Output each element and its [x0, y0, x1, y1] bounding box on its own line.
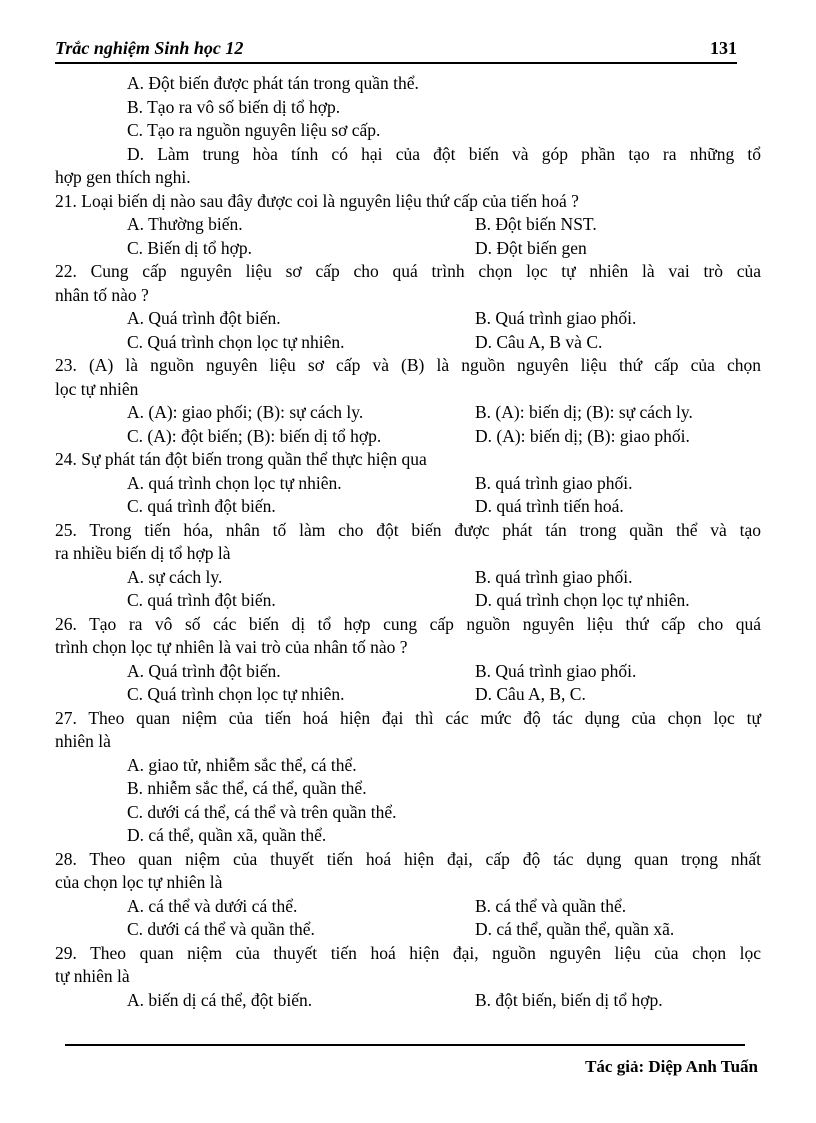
option-row [55, 472, 761, 496]
option-d: D. quá trình chọn lọc tự nhiên. [475, 590, 690, 610]
question-text: 23. (A) là nguồn nguyên liệu sơ cấp và (B) là nguồn nguyên liệu thứ cấp của chọn [55, 355, 761, 375]
question-text: tự nhiên là [55, 966, 130, 986]
question-text: ra nhiều biến dị tổ hợp là [55, 543, 231, 563]
option-c: C. Biến dị tổ hợp. [127, 237, 252, 258]
question-text: nhân tố nào ? [55, 284, 149, 305]
page-number: 131 [710, 38, 737, 58]
option-b: B. nhiễm sắc thể, cá thể, quần thể. [127, 778, 367, 798]
question-text: 22. Cung cấp nguyên liệu sơ cấp cho quá trình chọn lọc tự nhiên là vai trò của [55, 261, 761, 281]
question-text: 24. Sự phát tán đột biến trong quần thể thực hiện qua [55, 449, 427, 469]
option-a: A. Quá trình đột biến. [127, 308, 281, 328]
option-row [55, 331, 761, 355]
page-header [55, 36, 737, 64]
option-a: A. cá thể và dưới cá thể. [127, 895, 298, 916]
option-line: B. Tạo ra vô số biến dị tổ hợp. [127, 96, 341, 117]
option-b: B. Quá trình giao phối. [475, 660, 637, 681]
option-row [55, 213, 761, 237]
question-text: nhiên là [55, 731, 111, 751]
option-d: D. (A): biến dị; (B): giao phối. [475, 425, 690, 446]
question-text: 25. Trong tiến hóa, nhân tố làm cho đột biến được phát tán trong quần thể và tạo [55, 519, 761, 540]
option-c: C. dưới cá thể, cá thể và trên quần thể. [127, 801, 397, 822]
page-content [55, 72, 761, 1012]
option-c: C. Quá trình chọn lọc tự nhiên. [127, 684, 345, 704]
option-row [55, 307, 761, 331]
question-text: trình chọn lọc tự nhiên là vai trò của nhân tố nào ? [55, 637, 408, 657]
option-d: D. cá thể, quần thể, quần xã. [475, 919, 675, 939]
option-a: A. quá trình chọn lọc tự nhiên. [127, 472, 342, 493]
option-row [55, 895, 761, 919]
question-text: của chọn lọc tự nhiên là [55, 872, 223, 892]
option-row [55, 495, 761, 519]
option-line: A. Đột biến được phát tán trong quần thể. [127, 73, 419, 93]
option-b: B. quá trình giao phối. [475, 472, 633, 493]
question-text: 26. Tạo ra vô số các biến dị tổ hợp cung cấp nguồn nguyên liệu thứ cấp cho quá [55, 613, 761, 634]
option-row [55, 989, 761, 1013]
option-a: A. biến dị cá thể, đột biến. [127, 989, 313, 1010]
option-row [55, 589, 761, 613]
option-b: B. (A): biến dị; (B): sự cách ly. [475, 402, 693, 422]
option-b: B. đột biến, biến dị tổ hợp. [475, 989, 663, 1010]
option-row [55, 683, 761, 707]
option-a: A. (A): giao phối; (B): sự cách ly. [127, 402, 364, 422]
option-row [55, 918, 761, 942]
option-a: A. giao tử, nhiễm sắc thể, cá thể. [127, 754, 357, 775]
option-c: C. quá trình đột biến. [127, 590, 276, 610]
option-b: B. cá thể và quần thể. [475, 895, 627, 916]
option-c: C. (A): đột biến; (B): biến dị tổ hợp. [127, 425, 382, 446]
option-b: B. Đột biến NST. [475, 214, 597, 234]
header-title: Trắc nghiệm Sinh học 12 [55, 38, 244, 58]
option-a: A. Quá trình đột biến. [127, 660, 281, 681]
question-text: 29. Theo quan niệm của thuyết tiến hoá hiện đại, nguồn nguyên liệu của chọn lọc [55, 942, 761, 963]
question-text: 28. Theo quan niệm của thuyết tiến hoá hiện đại, cấp độ tác dụng quan trọng nhất [55, 848, 761, 869]
option-line: C. Tạo ra nguồn nguyên liệu sơ cấp. [127, 120, 381, 140]
footer-divider [65, 1044, 745, 1046]
option-c: C. quá trình đột biến. [127, 496, 276, 516]
option-d: D. Đột biến gen [475, 237, 587, 258]
option-d: D. Câu A, B và C. [475, 331, 603, 352]
option-d: D. Câu A, B, C. [475, 684, 586, 704]
option-b: B. quá trình giao phối. [475, 566, 633, 587]
option-row [55, 566, 761, 590]
option-row [55, 660, 761, 684]
footer-author: Tác giả: Diệp Anh Tuấn [585, 1057, 758, 1076]
option-b: B. Quá trình giao phối. [475, 308, 637, 328]
option-line: D. Làm trung hòa tính có hại của đột biến và góp phần tạo ra những tổ [127, 143, 761, 164]
option-d: D. cá thể, quần xã, quần thể. [127, 825, 327, 845]
option-c: C. Quá trình chọn lọc tự nhiên. [127, 331, 345, 352]
question-text: lọc tự nhiên [55, 378, 139, 399]
option-row [55, 237, 761, 261]
question-text: 21. Loại biến dị nào sau đây được coi là nguyên liệu thứ cấp của tiến hoá ? [55, 190, 579, 211]
option-a: A. sự cách ly. [127, 566, 223, 587]
option-c: C. dưới cá thể và quần thể. [127, 919, 315, 939]
option-row [55, 425, 761, 449]
option-d: D. quá trình tiến hoá. [475, 496, 624, 516]
option-line: hợp gen thích nghi. [55, 167, 191, 187]
option-a: A. Thường biến. [127, 214, 243, 234]
question-text: 27. Theo quan niệm của tiến hoá hiện đại thì các mức độ tác dụng của chọn lọc tự [55, 707, 761, 728]
option-row [55, 401, 761, 425]
